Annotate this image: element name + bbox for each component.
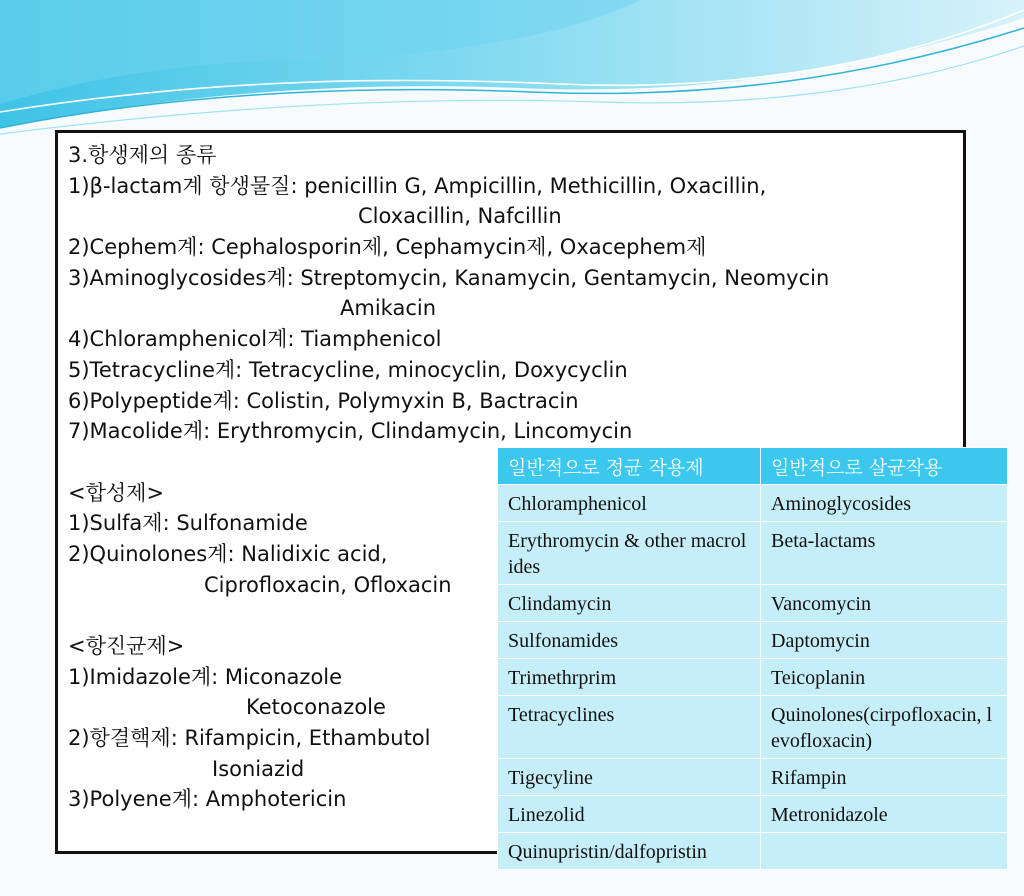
table-cell: Tetracyclines bbox=[498, 696, 761, 759]
list-item: 7)Macolide계: Erythromycin, Clindamycin, Lincomycin bbox=[68, 419, 633, 444]
table-cell: Daptomycin bbox=[761, 622, 1008, 659]
list-item: 3)Polyene계: Amphotericin bbox=[68, 787, 347, 812]
table-cell: Linezolid bbox=[498, 796, 761, 833]
table-row bbox=[498, 796, 1008, 833]
bacteriostatic-bactericidal-table bbox=[497, 447, 1008, 870]
list-item: 4)Chloramphenicol계: Tiamphenicol bbox=[68, 327, 442, 352]
table-row bbox=[498, 659, 1008, 696]
list-item: 6)Polypeptide계: Colistin, Polymyxin B, Bactracin bbox=[68, 388, 579, 413]
subsection-heading: <합성제> bbox=[68, 480, 165, 505]
list-item: 3)Aminoglycosides계: Streptomycin, Kanamycin, Gentamycin, Neomycin bbox=[68, 265, 830, 290]
table-cell: Quinupristin/dalfopristin bbox=[498, 833, 761, 870]
table-row bbox=[498, 696, 1008, 759]
table-cell: Sulfonamides bbox=[498, 622, 761, 659]
list-item: 2)항결핵제: Rifampicin, Ethambutol bbox=[68, 726, 431, 751]
table-cell: Chloramphenicol bbox=[498, 485, 761, 522]
list-item: 2)Quinolones계: Nalidixic acid, bbox=[68, 541, 388, 566]
table-cell: Vancomycin bbox=[761, 585, 1008, 622]
table-cell: Aminoglycosides bbox=[761, 485, 1008, 522]
table-header-bactericidal: 일반적으로 살균작용 bbox=[761, 448, 1008, 485]
list-item: Ketoconazole bbox=[246, 695, 386, 720]
table-cell: Metronidazole bbox=[761, 796, 1008, 833]
table-row bbox=[498, 585, 1008, 622]
table-cell bbox=[761, 833, 1008, 870]
table-row bbox=[498, 833, 1008, 870]
header-wave-decoration bbox=[0, 0, 1024, 140]
subsection-heading: <항진균제> bbox=[68, 634, 185, 658]
section-title: 3.항생제의 종류 bbox=[68, 143, 217, 167]
list-item: Isoniazid bbox=[212, 756, 305, 781]
list-item: 1)Imidazole계: Miconazole bbox=[68, 664, 343, 689]
list-item: 1)Sulfa제: Sulfonamide bbox=[68, 511, 308, 536]
table-cell: Quinolones(cirpofloxacin, levofloxacin) bbox=[761, 696, 1008, 759]
table-row bbox=[498, 759, 1008, 796]
table-cell: Erythromycin & other macrolides bbox=[498, 522, 761, 585]
table-cell: Beta-lactams bbox=[761, 522, 1008, 585]
list-item: 5)Tetracycline계: Tetracycline, minocyclin, Doxycyclin bbox=[68, 357, 628, 382]
table-row bbox=[498, 522, 1008, 585]
list-item: Amikacin bbox=[340, 296, 437, 321]
table-cell: Trimethrprim bbox=[498, 659, 761, 696]
table-row bbox=[498, 485, 1008, 522]
list-item: Ciprofloxacin, Ofloxacin bbox=[204, 572, 452, 597]
table-row bbox=[498, 622, 1008, 659]
list-item: 1)β-lactam계 항생물질: penicillin G, Ampicillin, Methicillin, Oxacillin, bbox=[68, 173, 767, 198]
table-header-bacteriostatic: 일반적으로 정균 작용제 bbox=[498, 448, 761, 485]
table-cell: Rifampin bbox=[761, 759, 1008, 796]
table-cell: Tigecyline bbox=[498, 759, 761, 796]
table-cell: Clindamycin bbox=[498, 585, 761, 622]
list-item: 2)Cephem계: Cephalosporin제, Cephamycin제, Oxacephem제 bbox=[68, 235, 707, 260]
list-item: Cloxacillin, Nafcillin bbox=[358, 204, 562, 229]
table-cell: Teicoplanin bbox=[761, 659, 1008, 696]
